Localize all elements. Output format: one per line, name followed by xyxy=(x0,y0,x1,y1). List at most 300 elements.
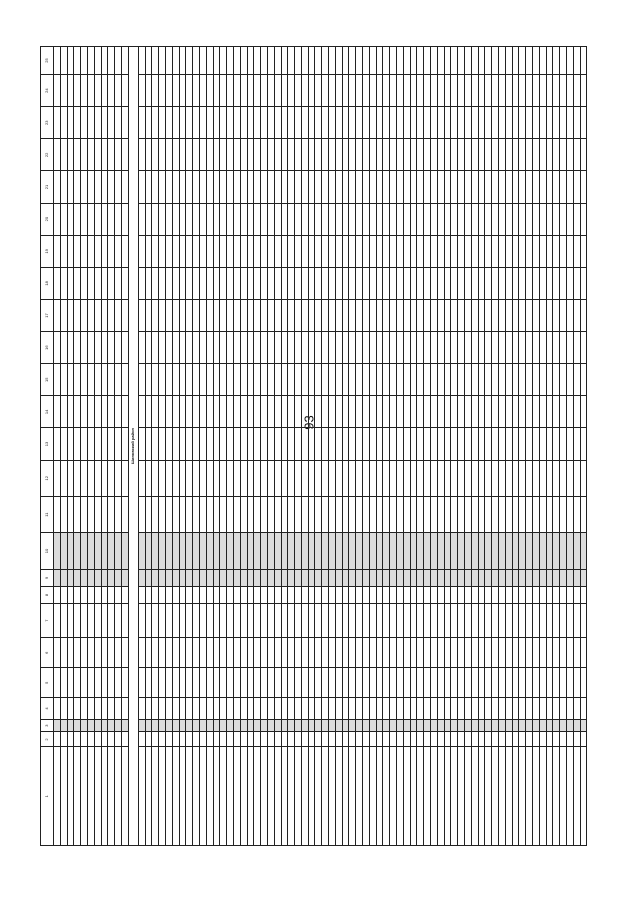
table-cell xyxy=(553,638,560,668)
table-cell xyxy=(87,235,94,267)
table-cell xyxy=(315,668,322,698)
table-cell xyxy=(417,203,424,235)
table-cell xyxy=(465,586,472,603)
table-cell xyxy=(94,569,101,586)
table-cell xyxy=(546,604,553,638)
table-cell xyxy=(199,747,206,846)
table-cell xyxy=(397,107,404,139)
table-cell xyxy=(233,428,240,460)
table-cell xyxy=(546,75,553,107)
table-cell xyxy=(553,203,560,235)
table-cell xyxy=(193,203,200,235)
table-cell xyxy=(553,496,560,532)
table-cell xyxy=(193,604,200,638)
table-cell xyxy=(274,364,281,396)
table-cell xyxy=(492,638,499,668)
table-cell xyxy=(403,732,410,747)
table-cell xyxy=(444,47,451,75)
table-cell xyxy=(417,496,424,532)
table-cell xyxy=(179,604,186,638)
column-number-16: 16 xyxy=(41,332,54,364)
table-cell xyxy=(254,396,261,428)
table-cell xyxy=(566,75,573,107)
table-cell xyxy=(363,75,370,107)
table-cell xyxy=(390,732,397,747)
table-cell xyxy=(115,396,122,428)
table-cell xyxy=(295,107,302,139)
table-cell xyxy=(329,533,336,569)
table-cell xyxy=(471,533,478,569)
table-row xyxy=(539,47,546,846)
table-cell xyxy=(67,235,74,267)
table-cell xyxy=(152,668,159,698)
table-cell xyxy=(458,364,465,396)
table-cell xyxy=(152,698,159,719)
table-cell xyxy=(172,496,179,532)
table-cell xyxy=(159,203,166,235)
table-cell xyxy=(431,171,438,203)
table-row xyxy=(274,47,281,846)
table-cell xyxy=(390,139,397,171)
table-cell xyxy=(274,203,281,235)
table-cell xyxy=(108,732,115,747)
table-cell xyxy=(121,719,128,732)
table-cell xyxy=(186,299,193,331)
table-cell xyxy=(186,203,193,235)
table-cell xyxy=(566,267,573,299)
table-cell xyxy=(566,332,573,364)
table-cell xyxy=(206,569,213,586)
table-cell xyxy=(193,235,200,267)
table-cell xyxy=(397,569,404,586)
table-cell xyxy=(267,698,274,719)
table-cell xyxy=(94,668,101,698)
table-cell xyxy=(424,719,431,732)
table-cell xyxy=(526,47,533,75)
table-cell xyxy=(492,428,499,460)
table-cell xyxy=(390,638,397,668)
table-cell xyxy=(108,171,115,203)
table-cell xyxy=(512,732,519,747)
table-cell xyxy=(261,235,268,267)
table-cell xyxy=(267,396,274,428)
table-cell xyxy=(159,332,166,364)
table-cell xyxy=(546,47,553,75)
table-cell xyxy=(308,698,315,719)
table-cell xyxy=(505,533,512,569)
table-cell xyxy=(227,604,234,638)
table-cell xyxy=(108,533,115,569)
table-cell xyxy=(417,299,424,331)
table-cell xyxy=(485,299,492,331)
table-cell xyxy=(301,267,308,299)
table-cell xyxy=(108,668,115,698)
table-cell xyxy=(254,732,261,747)
table-cell xyxy=(145,299,152,331)
table-cell xyxy=(546,267,553,299)
table-cell xyxy=(108,747,115,846)
table-cell xyxy=(288,75,295,107)
table-row xyxy=(553,47,560,846)
table-cell xyxy=(431,396,438,428)
table-cell xyxy=(431,747,438,846)
table-cell xyxy=(108,332,115,364)
table-cell xyxy=(580,332,587,364)
table-cell xyxy=(121,586,128,603)
table-cell xyxy=(247,75,254,107)
table-cell xyxy=(60,396,67,428)
table-cell xyxy=(519,668,526,698)
table-cell xyxy=(227,203,234,235)
table-cell xyxy=(322,299,329,331)
table-cell xyxy=(505,139,512,171)
table-cell xyxy=(240,533,247,569)
table-cell xyxy=(363,496,370,532)
table-cell xyxy=(566,698,573,719)
table-cell xyxy=(152,47,159,75)
table-cell xyxy=(74,332,81,364)
table-cell xyxy=(376,604,383,638)
table-cell xyxy=(274,171,281,203)
table-cell xyxy=(383,533,390,569)
table-cell xyxy=(281,668,288,698)
table-cell xyxy=(580,569,587,586)
table-cell xyxy=(451,496,458,532)
table-cell xyxy=(560,732,567,747)
table-cell xyxy=(172,107,179,139)
table-cell xyxy=(444,586,451,603)
table-cell xyxy=(519,139,526,171)
table-cell xyxy=(349,698,356,719)
table-cell xyxy=(138,75,145,107)
table-cell xyxy=(281,428,288,460)
table-cell xyxy=(458,569,465,586)
table-cell xyxy=(199,496,206,532)
table-cell xyxy=(560,533,567,569)
table-cell xyxy=(288,107,295,139)
table-cell xyxy=(403,235,410,267)
table-cell xyxy=(233,698,240,719)
table-cell xyxy=(499,638,506,668)
table-cell xyxy=(444,496,451,532)
table-cell xyxy=(465,396,472,428)
table-cell xyxy=(186,668,193,698)
table-row xyxy=(193,47,200,846)
table-cell xyxy=(152,203,159,235)
table-cell xyxy=(261,638,268,668)
table-cell xyxy=(179,460,186,496)
table-cell xyxy=(478,638,485,668)
table-cell xyxy=(145,364,152,396)
table-cell xyxy=(179,107,186,139)
table-cell xyxy=(186,47,193,75)
table-cell xyxy=(315,267,322,299)
table-cell xyxy=(74,460,81,496)
table-cell xyxy=(526,569,533,586)
table-cell xyxy=(356,533,363,569)
column-number-13: 13 xyxy=(41,428,54,460)
table-cell xyxy=(437,47,444,75)
table-cell xyxy=(267,732,274,747)
table-cell xyxy=(363,732,370,747)
table-cell xyxy=(417,107,424,139)
table-cell xyxy=(363,428,370,460)
table-cell xyxy=(261,364,268,396)
table-cell xyxy=(342,668,349,698)
table-cell xyxy=(172,428,179,460)
table-cell xyxy=(519,732,526,747)
table-cell xyxy=(94,171,101,203)
table-cell xyxy=(335,533,342,569)
table-cell xyxy=(363,569,370,586)
table-cell xyxy=(431,332,438,364)
table-cell xyxy=(349,533,356,569)
table-row xyxy=(308,47,315,846)
table-row xyxy=(505,47,512,846)
table-cell xyxy=(193,139,200,171)
table-cell xyxy=(322,364,329,396)
table-cell xyxy=(573,747,580,846)
table-cell xyxy=(349,668,356,698)
table-cell xyxy=(254,107,261,139)
table-cell xyxy=(566,107,573,139)
table-cell xyxy=(478,460,485,496)
table-cell xyxy=(288,747,295,846)
table-cell xyxy=(295,364,302,396)
table-cell xyxy=(121,203,128,235)
table-cell xyxy=(247,203,254,235)
table-cell xyxy=(274,604,281,638)
table-cell xyxy=(424,396,431,428)
table-cell xyxy=(54,428,61,460)
table-cell xyxy=(566,171,573,203)
table-cell xyxy=(301,747,308,846)
table-cell xyxy=(186,719,193,732)
table-cell xyxy=(121,107,128,139)
table-cell xyxy=(165,586,172,603)
table-cell xyxy=(376,732,383,747)
table-cell xyxy=(322,203,329,235)
table-cell xyxy=(573,299,580,331)
table-cell xyxy=(186,698,193,719)
table-cell xyxy=(580,203,587,235)
table-cell xyxy=(335,428,342,460)
table-cell xyxy=(101,496,108,532)
table-cell xyxy=(159,428,166,460)
table-cell xyxy=(288,698,295,719)
table-cell xyxy=(54,747,61,846)
table-cell xyxy=(145,47,152,75)
table-cell xyxy=(397,171,404,203)
table-cell xyxy=(267,586,274,603)
table-cell xyxy=(512,235,519,267)
table-cell xyxy=(274,732,281,747)
table-cell xyxy=(499,47,506,75)
table-cell xyxy=(240,604,247,638)
table-cell xyxy=(546,569,553,586)
table-cell xyxy=(213,732,220,747)
table-cell xyxy=(199,139,206,171)
table-cell xyxy=(356,586,363,603)
table-cell xyxy=(274,428,281,460)
table-cell xyxy=(94,396,101,428)
table-cell xyxy=(363,332,370,364)
table-cell xyxy=(397,460,404,496)
table-cell xyxy=(532,428,539,460)
table-cell xyxy=(172,668,179,698)
table-cell xyxy=(532,235,539,267)
table-cell xyxy=(172,235,179,267)
table-cell xyxy=(101,364,108,396)
table-row xyxy=(108,47,115,846)
table-cell xyxy=(471,107,478,139)
table-cell xyxy=(227,428,234,460)
table-cell xyxy=(87,171,94,203)
table-cell xyxy=(342,107,349,139)
table-cell xyxy=(471,364,478,396)
table-cell xyxy=(220,719,227,732)
table-cell xyxy=(213,668,220,698)
table-cell xyxy=(159,75,166,107)
table-cell xyxy=(315,732,322,747)
table-cell xyxy=(363,171,370,203)
table-cell xyxy=(512,203,519,235)
table-cell xyxy=(60,47,67,75)
table-cell xyxy=(519,569,526,586)
table-cell xyxy=(322,533,329,569)
table-cell xyxy=(206,604,213,638)
table-cell xyxy=(546,203,553,235)
table-cell xyxy=(60,364,67,396)
table-cell xyxy=(512,698,519,719)
table-cell xyxy=(54,171,61,203)
table-cell xyxy=(74,171,81,203)
table-cell xyxy=(431,668,438,698)
table-cell xyxy=(74,107,81,139)
table-cell xyxy=(308,396,315,428)
table-cell xyxy=(295,299,302,331)
table-cell xyxy=(560,586,567,603)
table-cell xyxy=(410,107,417,139)
table-cell xyxy=(329,75,336,107)
table-cell xyxy=(519,719,526,732)
table-cell xyxy=(301,604,308,638)
table-cell xyxy=(383,299,390,331)
table-cell xyxy=(94,107,101,139)
table-cell xyxy=(54,235,61,267)
table-cell xyxy=(295,586,302,603)
section-row xyxy=(128,47,138,846)
table-cell xyxy=(94,364,101,396)
table-cell xyxy=(376,203,383,235)
table-cell xyxy=(213,171,220,203)
table-cell xyxy=(179,569,186,586)
table-cell xyxy=(492,732,499,747)
table-cell xyxy=(233,638,240,668)
table-cell xyxy=(451,668,458,698)
table-cell xyxy=(108,719,115,732)
table-cell xyxy=(397,586,404,603)
table-cell xyxy=(390,428,397,460)
table-cell xyxy=(81,533,88,569)
table-cell xyxy=(101,396,108,428)
table-cell xyxy=(247,107,254,139)
table-cell xyxy=(356,428,363,460)
table-cell xyxy=(410,396,417,428)
table-cell xyxy=(301,75,308,107)
table-cell xyxy=(152,396,159,428)
table-cell xyxy=(566,533,573,569)
table-cell xyxy=(335,698,342,719)
table-cell xyxy=(485,496,492,532)
table-cell xyxy=(499,332,506,364)
table-cell xyxy=(580,586,587,603)
table-cell xyxy=(349,732,356,747)
table-cell xyxy=(67,747,74,846)
table-cell xyxy=(444,267,451,299)
table-row xyxy=(492,47,499,846)
table-cell xyxy=(478,533,485,569)
table-cell xyxy=(94,719,101,732)
table-cell xyxy=(451,171,458,203)
table-cell xyxy=(233,460,240,496)
table-cell xyxy=(121,604,128,638)
table-cell xyxy=(329,47,336,75)
table-cell xyxy=(403,533,410,569)
table-cell xyxy=(335,638,342,668)
table-cell xyxy=(165,299,172,331)
table-cell xyxy=(145,668,152,698)
table-cell xyxy=(186,332,193,364)
table-cell xyxy=(505,586,512,603)
table-cell xyxy=(458,299,465,331)
table-cell xyxy=(417,267,424,299)
table-cell xyxy=(288,569,295,586)
table-cell xyxy=(274,235,281,267)
table-cell xyxy=(138,267,145,299)
table-cell xyxy=(492,747,499,846)
table-cell xyxy=(424,107,431,139)
table-cell xyxy=(363,299,370,331)
table-cell xyxy=(108,698,115,719)
table-row xyxy=(451,47,458,846)
table-cell xyxy=(54,668,61,698)
table-cell xyxy=(526,267,533,299)
table-cell xyxy=(444,235,451,267)
table-cell xyxy=(444,364,451,396)
table-cell xyxy=(179,732,186,747)
table-cell xyxy=(87,732,94,747)
table-cell xyxy=(172,203,179,235)
table-cell xyxy=(315,235,322,267)
table-cell xyxy=(138,747,145,846)
table-cell xyxy=(546,235,553,267)
table-cell xyxy=(546,533,553,569)
table-cell xyxy=(532,47,539,75)
table-cell xyxy=(492,332,499,364)
table-cell xyxy=(451,332,458,364)
table-cell xyxy=(60,460,67,496)
table-cell xyxy=(179,428,186,460)
table-cell xyxy=(492,533,499,569)
table-cell xyxy=(87,203,94,235)
table-cell xyxy=(274,533,281,569)
table-cell xyxy=(458,698,465,719)
table-cell xyxy=(206,586,213,603)
table-cell xyxy=(199,586,206,603)
table-cell xyxy=(193,267,200,299)
table-region xyxy=(40,46,580,846)
